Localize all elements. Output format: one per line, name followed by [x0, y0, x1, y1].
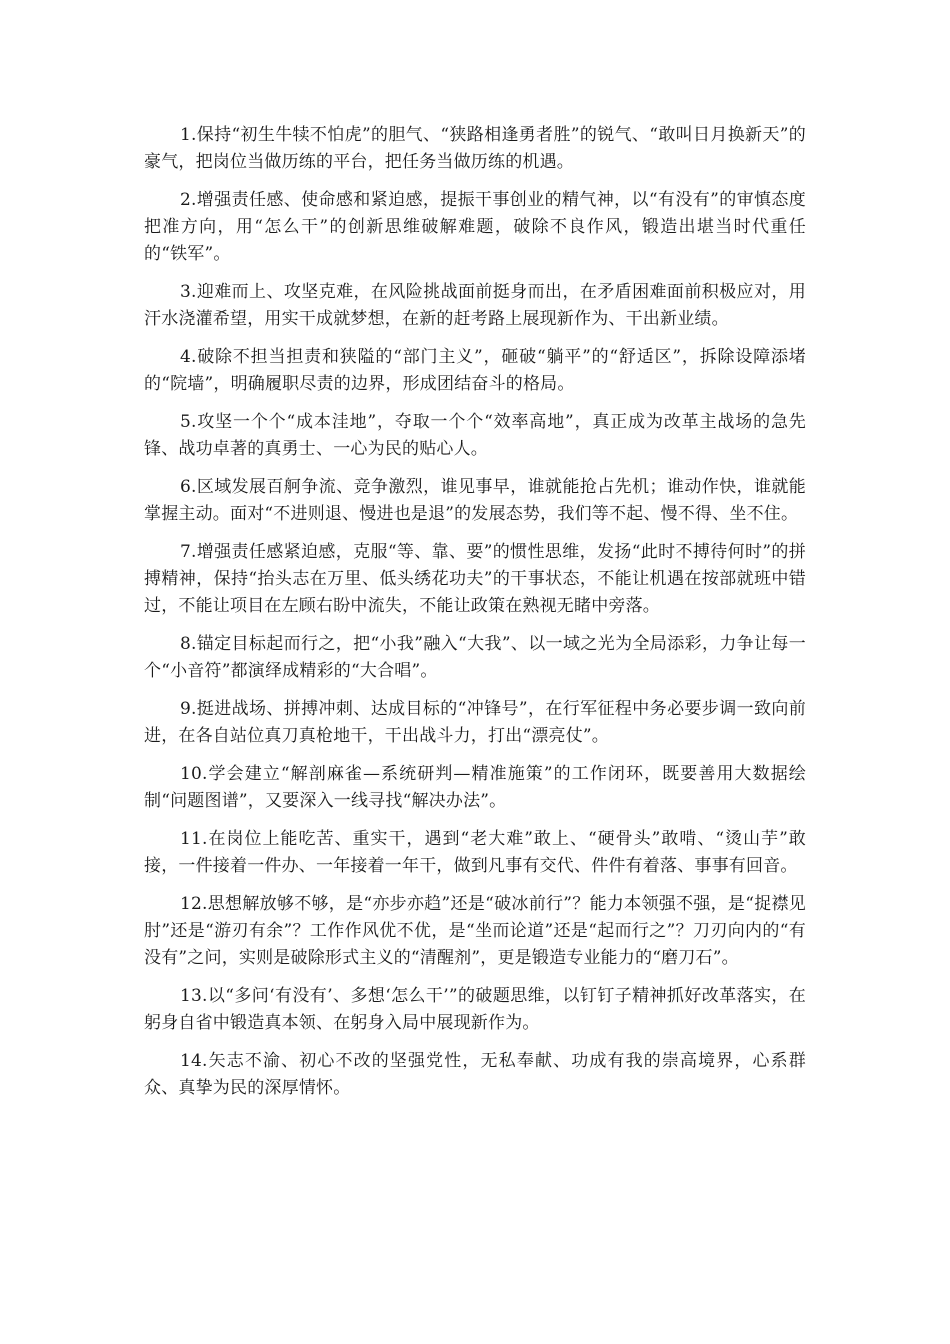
document-page [144, 122, 806, 1113]
paragraph-6: 6.区域发展百舸争流、竞争激烈，谁见事早，谁就能抢占先机；谁动作快，谁就能掌握主动。面对“不进则退、慢进也是退”的发展态势，我们等不起、慢不得、坐不住。 [144, 477, 806, 524]
paragraph-14: 14.矢志不渝、初心不改的坚强党性，无私奉献、功成有我的崇高境界，心系群众、真挚为民的深厚情怀。 [144, 1051, 806, 1098]
paragraph-11: 11.在岗位上能吃苦、重实干，遇到“老大难”敢上、“硬骨头”敢啃、“烫山芋”敢接，一件接着一件办、一年接着一年干，做到凡事有交代、件件有着落、事事有回音。 [144, 829, 806, 876]
paragraph-10: 10.学会建立“解剖麻雀—系统研判—精准施策”的工作闭环，既要善用大数据绘制“问题图谱”，又要深入一线寻找“解决办法”。 [144, 764, 806, 811]
paragraph-7: 7.增强责任感紧迫感，克服“等、靠、要”的惯性思维，发扬“此时不搏待何时”的拼搏精神，保持“抬头志在万里、低头绣花功夫”的干事状态，不能让机遇在按部就班中错过，不能让项目在左顾右盼中流失，不能让政策在熟视无睹中旁落。 [144, 542, 806, 616]
paragraph-5: 5.攻坚一个个“成本洼地”，夺取一个个“效率高地”，真正成为改革主战场的急先锋、战功卓著的真勇士、一心为民的贴心人。 [144, 412, 806, 459]
paragraph-9: 9.挺进战场、拼搏冲刺、达成目标的“冲锋号”，在行军征程中务必要步调一致向前进，在各自站位真刀真枪地干，干出战斗力，打出“漂亮仗”。 [144, 699, 806, 746]
paragraph-8: 8.锚定目标起而行之，把“小我”融入“大我”、以一域之光为全局添彩，力争让每一个“小音符”都演绎成精彩的“大合唱”。 [144, 634, 806, 681]
paragraph-4: 4.破除不担当担责和狭隘的“部门主义”，砸破“躺平”的“舒适区”，拆除设障添堵的“院墙”，明确履职尽责的边界，形成团结奋斗的格局。 [144, 347, 806, 394]
paragraph-12: 12.思想解放够不够，是“亦步亦趋”还是“破冰前行”？能力本领强不强，是“捉襟见肘”还是“游刃有余”？工作作风优不优，是“坐而论道”还是“起而行之”？刀刃向内的“有没有”之问，实则是破除形式主义的“清醒剂”，更是锻造专业能力的“磨刀石”。 [144, 894, 806, 968]
paragraph-2: 2.增强责任感、使命感和紧迫感，提振干事创业的精气神，以“有没有”的审慎态度把准方向，用“怎么干”的创新思维破解难题，破除不良作风，锻造出堪当时代重任的“铁军”。 [144, 190, 806, 264]
paragraph-13: 13.以“多问‘有没有’、多想‘怎么干’”的破题思维，以钉钉子精神抓好改革落实，在躬身自省中锻造真本领、在躬身入局中展现新作为。 [144, 986, 806, 1033]
paragraph-1: 1.保持“初生牛犊不怕虎”的胆气、“狭路相逢勇者胜”的锐气、“敢叫日月换新天”的豪气，把岗位当做历练的平台，把任务当做历练的机遇。 [144, 125, 806, 172]
paragraph-3: 3.迎难而上、攻坚克难，在风险挑战面前挺身而出，在矛盾困难面前积极应对，用汗水浇灌希望，用实干成就梦想，在新的赶考路上展现新作为、干出新业绩。 [144, 282, 806, 329]
